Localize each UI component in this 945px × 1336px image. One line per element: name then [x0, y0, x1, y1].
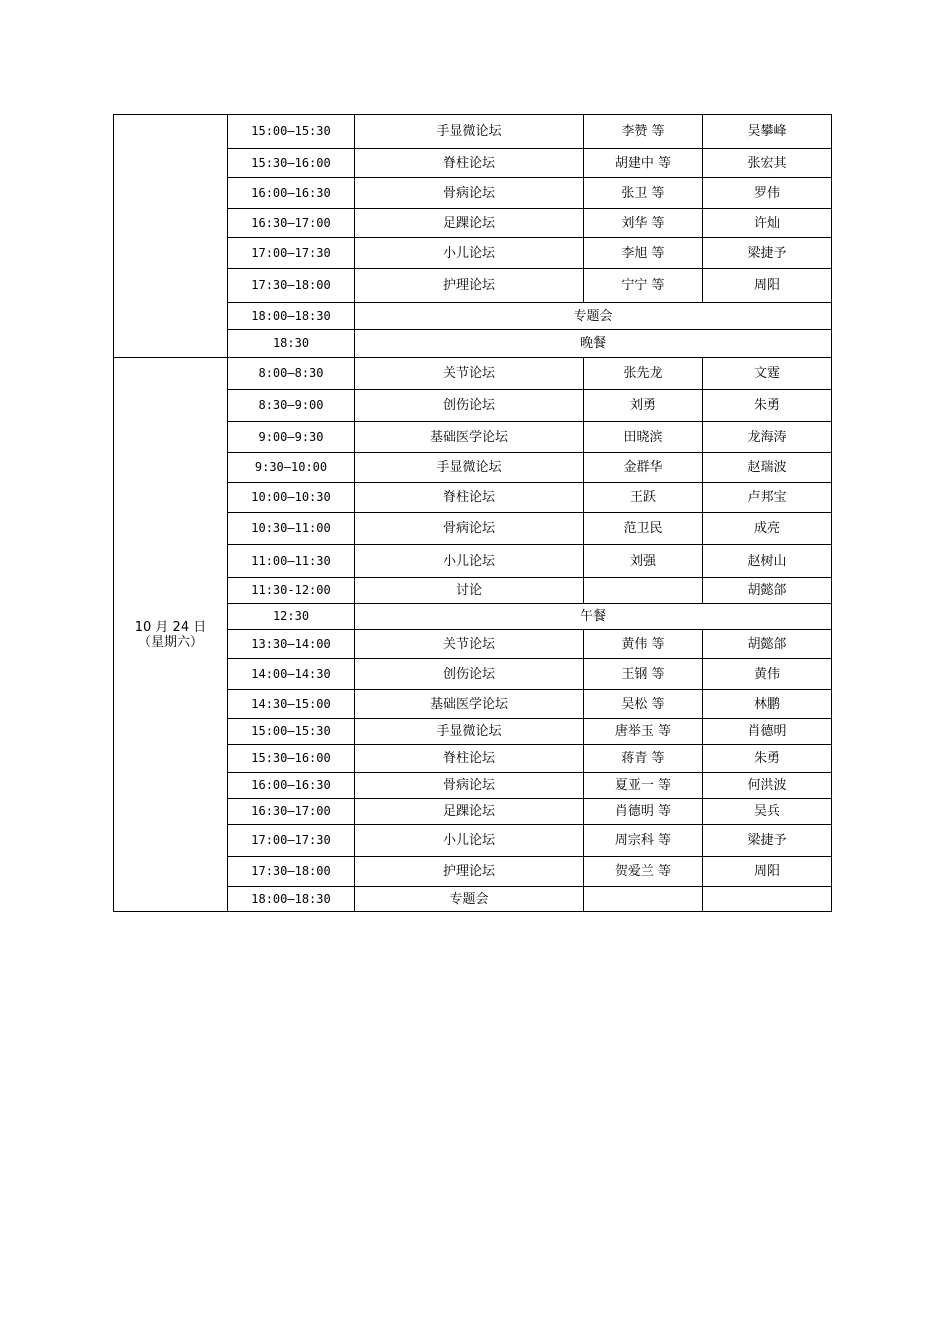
special-time: 18:00—18:30	[228, 303, 355, 330]
session-time: 17:30—18:00	[228, 857, 355, 887]
session-speaker: 贺爱兰 等	[584, 857, 703, 887]
session-speaker: 蒋青 等	[584, 745, 703, 773]
session-chair: 龙海涛	[703, 422, 832, 453]
session-time: 14:30—15:00	[228, 690, 355, 719]
session-time: 15:00—15:30	[228, 719, 355, 745]
session-time: 11:30-12:00	[228, 578, 355, 604]
session-chair: 周阳	[703, 269, 832, 303]
session-topic: 小儿论坛	[355, 545, 584, 578]
session-chair: 成亮	[703, 513, 832, 545]
special-label: 专题会	[355, 303, 832, 330]
lunch-time: 12:30	[228, 604, 355, 630]
session-chair: 吴攀峰	[703, 115, 832, 149]
session-speaker	[584, 578, 703, 604]
session-speaker: 周宗科 等	[584, 825, 703, 857]
session-time: 16:00—16:30	[228, 773, 355, 799]
dinner-label: 晚餐	[355, 330, 832, 358]
session-topic: 骨病论坛	[355, 513, 584, 545]
session-time: 16:30—17:00	[228, 799, 355, 825]
session-chair: 赵树山	[703, 545, 832, 578]
session-topic: 小儿论坛	[355, 825, 584, 857]
session-speaker: 刘华 等	[584, 209, 703, 238]
session-speaker: 胡建中 等	[584, 149, 703, 178]
session-speaker: 黄伟 等	[584, 630, 703, 659]
session-time: 14:00—14:30	[228, 659, 355, 690]
session-topic: 脊柱论坛	[355, 745, 584, 773]
session-speaker: 刘勇	[584, 390, 703, 422]
session-topic: 讨论	[355, 578, 584, 604]
session-topic: 基础医学论坛	[355, 690, 584, 719]
session-chair	[703, 887, 832, 912]
session-topic: 手显微论坛	[355, 453, 584, 483]
session-time: 10:30—11:00	[228, 513, 355, 545]
schedule-body	[114, 115, 832, 912]
session-topic: 手显微论坛	[355, 115, 584, 149]
session-time: 9:30—10:00	[228, 453, 355, 483]
session-topic: 足踝论坛	[355, 209, 584, 238]
session-time: 15:30—16:00	[228, 149, 355, 178]
session-chair: 黄伟	[703, 659, 832, 690]
session-topic: 关节论坛	[355, 630, 584, 659]
day2-date-cell	[114, 358, 228, 912]
session-topic: 创伤论坛	[355, 659, 584, 690]
session-time: 16:30—17:00	[228, 209, 355, 238]
session-speaker: 李赞 等	[584, 115, 703, 149]
session-speaker: 田晓滨	[584, 422, 703, 453]
session-speaker: 张先龙	[584, 358, 703, 390]
session-chair: 卢邦宝	[703, 483, 832, 513]
session-time: 8:00—8:30	[228, 358, 355, 390]
session-topic: 专题会	[355, 887, 584, 912]
session-time: 15:30—16:00	[228, 745, 355, 773]
dinner-time: 18:30	[228, 330, 355, 358]
session-chair: 许灿	[703, 209, 832, 238]
session-time: 18:00—18:30	[228, 887, 355, 912]
date-label: 10 月 24 日	[134, 619, 207, 635]
session-speaker: 吴松 等	[584, 690, 703, 719]
session-chair: 何洪波	[703, 773, 832, 799]
session-time: 15:00—15:30	[228, 115, 355, 149]
session-topic: 足踝论坛	[355, 799, 584, 825]
table-row	[114, 358, 832, 390]
session-speaker: 范卫民	[584, 513, 703, 545]
session-speaker: 唐举玉 等	[584, 719, 703, 745]
session-chair: 吴兵	[703, 799, 832, 825]
session-chair: 胡懿郃	[703, 578, 832, 604]
session-topic: 骨病论坛	[355, 773, 584, 799]
session-speaker: 肖德明 等	[584, 799, 703, 825]
session-time: 17:30—18:00	[228, 269, 355, 303]
session-time: 16:00—16:30	[228, 178, 355, 209]
session-time: 11:00—11:30	[228, 545, 355, 578]
session-topic: 护理论坛	[355, 857, 584, 887]
session-speaker: 张卫 等	[584, 178, 703, 209]
session-speaker: 李旭 等	[584, 238, 703, 269]
day1-date-cell	[114, 115, 228, 358]
session-time: 10:00—10:30	[228, 483, 355, 513]
session-chair: 朱勇	[703, 745, 832, 773]
session-time: 8:30—9:00	[228, 390, 355, 422]
session-speaker: 王钢 等	[584, 659, 703, 690]
lunch-label: 午餐	[355, 604, 832, 630]
session-topic: 脊柱论坛	[355, 149, 584, 178]
session-chair: 文霆	[703, 358, 832, 390]
session-chair: 梁捷予	[703, 238, 832, 269]
session-speaker: 夏亚一 等	[584, 773, 703, 799]
session-topic: 护理论坛	[355, 269, 584, 303]
session-chair: 胡懿郃	[703, 630, 832, 659]
session-time: 17:00—17:30	[228, 238, 355, 269]
session-speaker: 刘强	[584, 545, 703, 578]
session-topic: 骨病论坛	[355, 178, 584, 209]
session-chair: 张宏其	[703, 149, 832, 178]
session-topic: 脊柱论坛	[355, 483, 584, 513]
session-chair: 梁捷予	[703, 825, 832, 857]
session-chair: 林鹏	[703, 690, 832, 719]
session-chair: 赵瑞波	[703, 453, 832, 483]
session-topic: 手显微论坛	[355, 719, 584, 745]
session-speaker	[584, 887, 703, 912]
session-chair: 肖德明	[703, 719, 832, 745]
weekday-label: （星期六）	[137, 634, 203, 650]
session-chair: 朱勇	[703, 390, 832, 422]
table-row	[114, 115, 832, 149]
session-speaker: 金群华	[584, 453, 703, 483]
session-time: 17:00—17:30	[228, 825, 355, 857]
session-chair: 罗伟	[703, 178, 832, 209]
session-topic: 小儿论坛	[355, 238, 584, 269]
session-topic: 关节论坛	[355, 358, 584, 390]
session-speaker: 宁宁 等	[584, 269, 703, 303]
session-speaker: 王跃	[584, 483, 703, 513]
session-time: 13:30—14:00	[228, 630, 355, 659]
session-time: 9:00—9:30	[228, 422, 355, 453]
session-topic: 创伤论坛	[355, 390, 584, 422]
session-chair: 周阳	[703, 857, 832, 887]
schedule-table	[113, 114, 832, 912]
session-topic: 基础医学论坛	[355, 422, 584, 453]
